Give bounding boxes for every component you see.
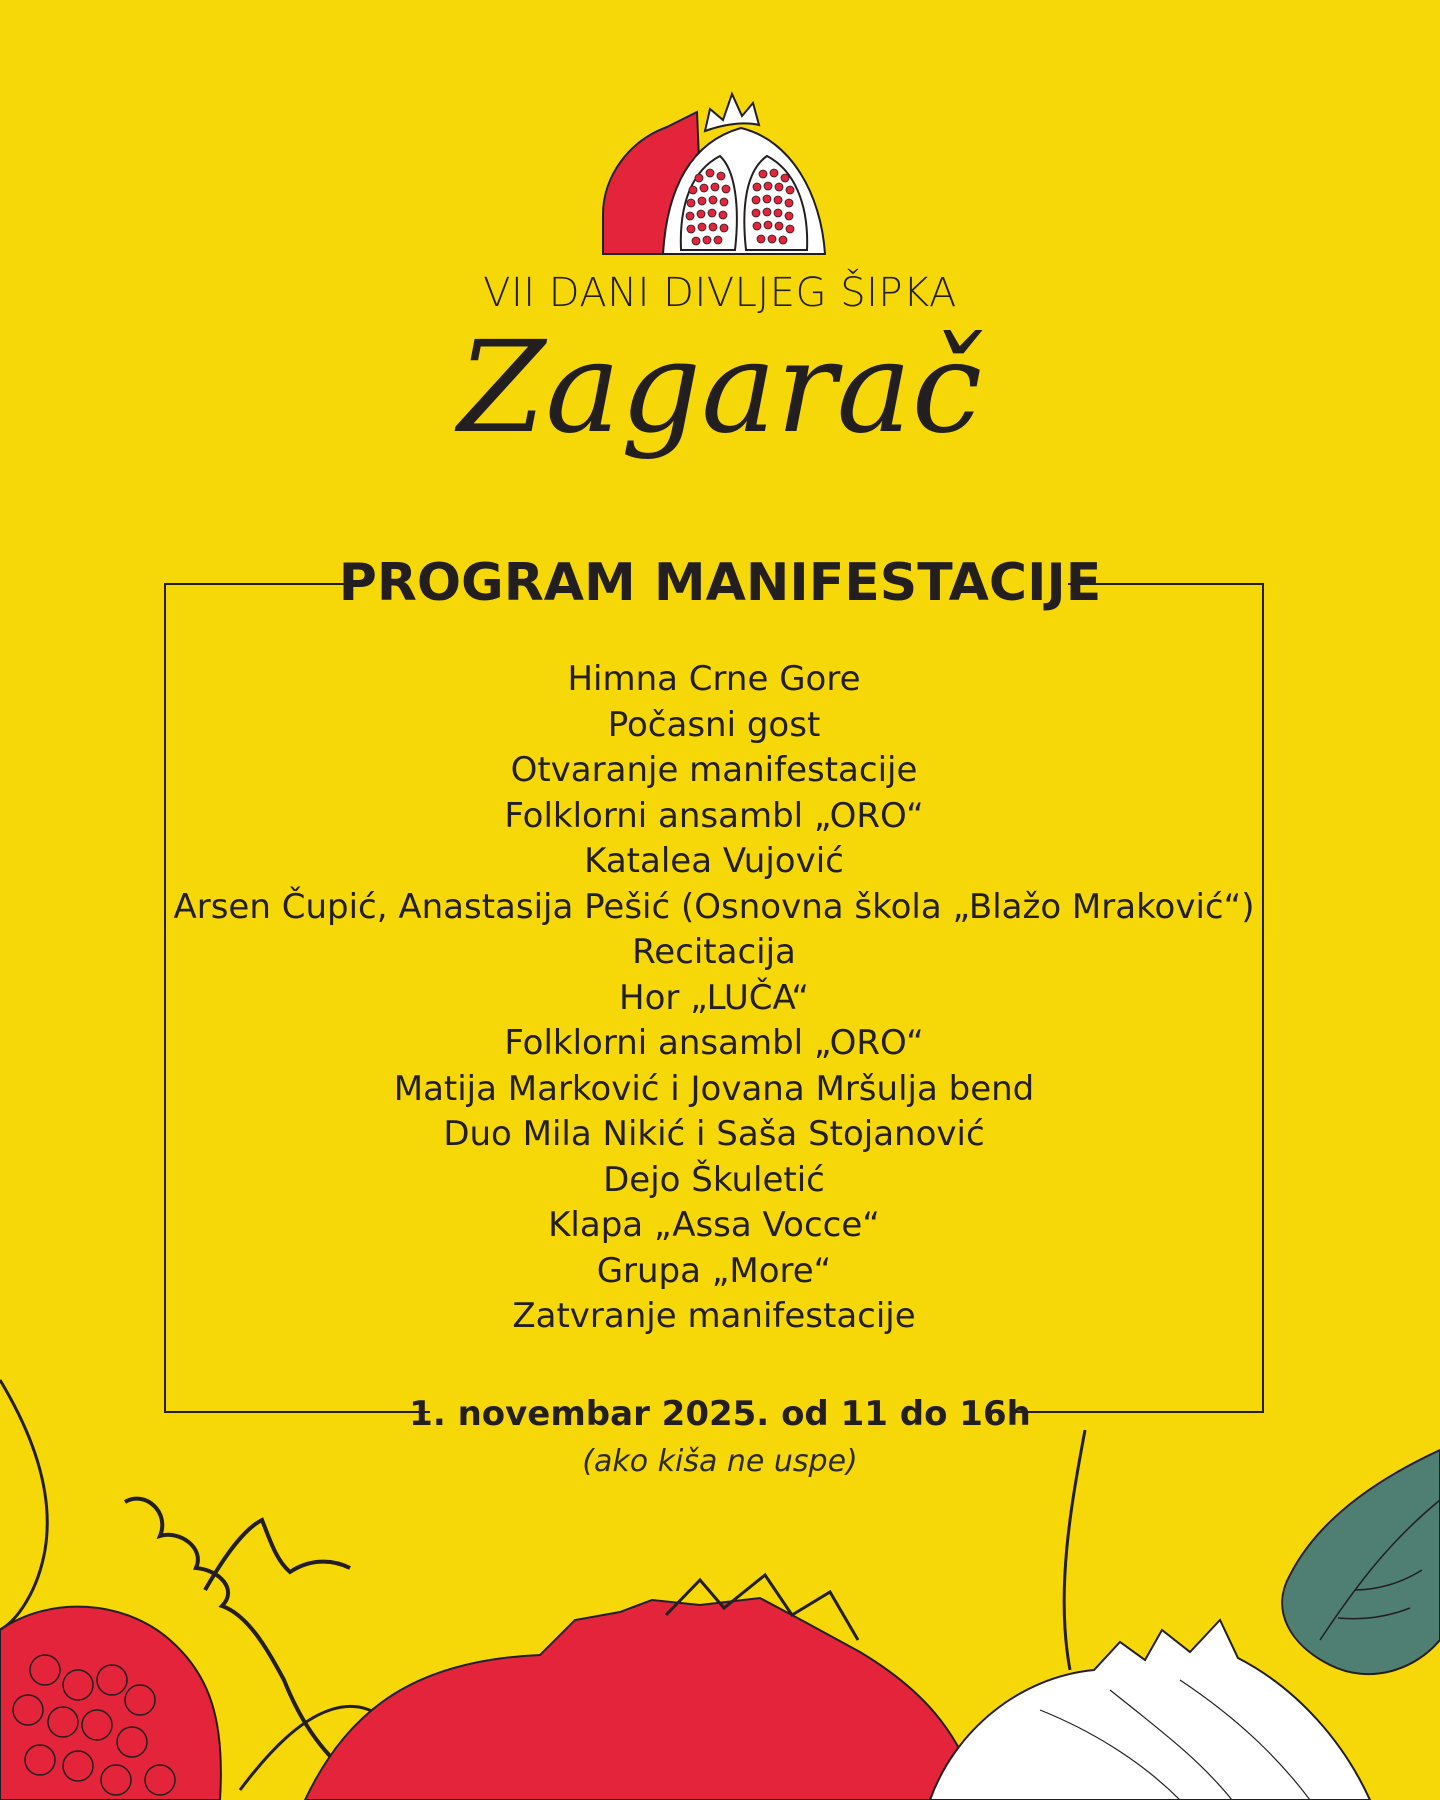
program-item: Zatvranje manifestacije	[512, 1296, 916, 1336]
program-title: PROGRAM MANIFESTACIJE	[338, 553, 1102, 613]
program-item: Himna Crne Gore	[567, 659, 861, 699]
pomegranate-left	[0, 1607, 221, 1800]
pomegranate-center	[305, 1598, 980, 1800]
program-item: Recitacija	[632, 932, 796, 972]
program-item: Matija Marković i Jovana Mršulja bend	[393, 1068, 1035, 1109]
program-item: Dejo Škuletić	[603, 1159, 825, 1200]
program-item: Grupa „More“	[596, 1250, 832, 1291]
event-date: 1. novembar 2025. od 11 do 16h	[409, 1394, 1031, 1434]
right-outline	[1064, 1430, 1085, 1670]
rain-note: (ako kiša ne uspe)	[582, 1444, 858, 1479]
program-item: Počasni gost	[607, 704, 821, 745]
program-list	[164, 657, 1264, 1340]
program-item: Duo Mila Nikić i Saša Stojanović	[443, 1114, 985, 1154]
festival-subtitle: VII DANI DIVLJEG ŠIPKA	[483, 270, 957, 316]
leaf-left-outline	[0, 1380, 47, 1630]
pomegranate-illustration	[0, 1370, 1440, 1800]
pomegranate-icon	[595, 82, 840, 257]
program-item: Katalea Vujović	[584, 841, 844, 881]
leaf-right	[1282, 1450, 1440, 1674]
program-item: Otvaranje manifestacije	[510, 750, 918, 790]
program-item: Folklorni ansambl „ORO“	[504, 1023, 924, 1063]
program-item: Klapa „Assa Vocce“	[548, 1205, 880, 1245]
program-item: Arsen Čupić, Anastasija Pešić (Osnovna škola „Blažo Mraković“)	[173, 886, 1255, 927]
program-item: Hor „LUČA“	[619, 977, 809, 1018]
festival-script-title: Zagarač	[457, 314, 983, 461]
program-item: Folklorni ansambl „ORO“	[504, 795, 924, 836]
crown-outline-left-2	[205, 1520, 350, 1590]
